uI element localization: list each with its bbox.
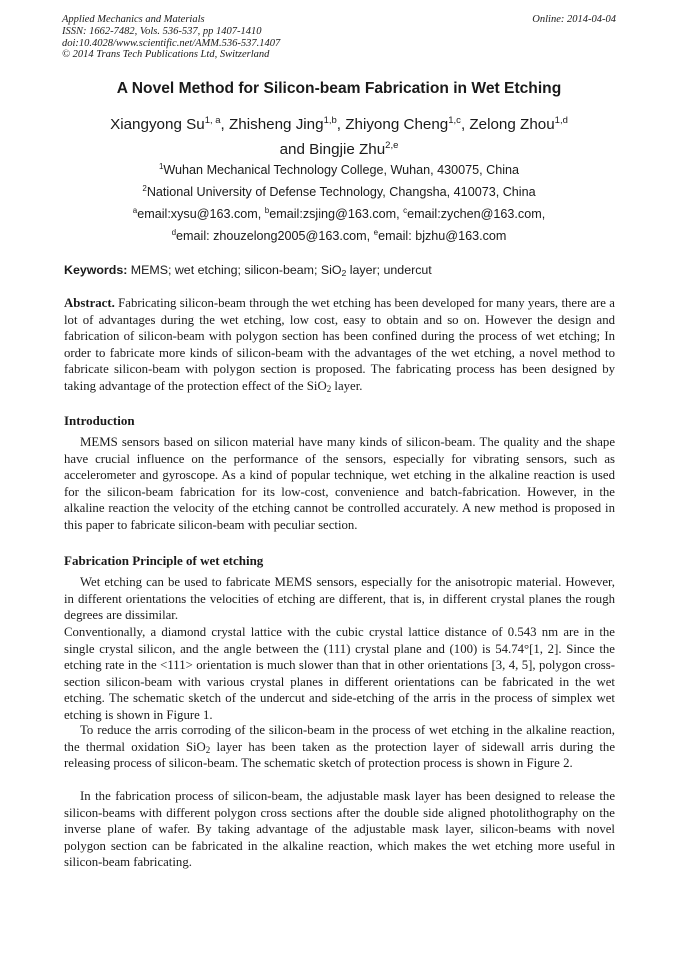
author-affiliation-mark: 1,c (448, 115, 461, 126)
author-line-1 (40, 113, 638, 138)
email-address: email: zhouzelong2005@163.com, (176, 229, 374, 243)
affiliation-mark: 1 (158, 162, 164, 171)
affiliation-text: Wuhan Mechanical Technology College, Wuhan, 430075, China (163, 163, 520, 177)
email-mark: a (132, 206, 138, 215)
abstract-label: Abstract. (64, 296, 115, 310)
keywords-label: Keywords: (64, 263, 128, 277)
author-separator: , (336, 116, 346, 133)
section-heading-fabrication: Fabrication Principle of wet etching (64, 553, 264, 568)
email-address: email:zychen@163.com, (407, 207, 546, 221)
author-list (40, 113, 638, 162)
keywords-text: MEMS; wet etching; silicon-beam; SiO (127, 263, 342, 277)
author-name: Zhisheng Jing (229, 116, 324, 133)
affiliation-1 (40, 163, 638, 178)
affiliation-mark: 2 (142, 184, 147, 193)
paragraph: MEMS sensors based on silicon material have many kinds of silicon-beam. The quality and the shape have crucial influence on the performance of the sensors, especially for vibrating sensors, such as accelerometer and gyroscope. As a kind of popular technique, wet etching in the alkaline reaction is used for the silicon-beam fabrication for its low-cost, convenience and batch-fabrication. However, in the alkaline reaction the velocity of the etching cannot be controlled accurately. A new method is proposed in this paper to fabricate silicon-beam with peculiar section. (64, 435, 615, 532)
keywords (64, 263, 620, 277)
subscript: 2 (341, 268, 347, 278)
paragraph-text: To reduce the arris corroding of the silicon-beam in the process of wet etching in the alkaline reaction, the thermal oxidation SiO (64, 723, 615, 754)
email-mark: e (373, 228, 379, 237)
email-line-1 (40, 207, 638, 222)
paragraph: Wet etching can be used to fabricate MEMS sensors, especially for the anisotropic material. However, in different orientations the velocities of etching are different, that is, in different crystal planes the rough degrees are dissimilar. (64, 575, 615, 623)
author-name: and Bingjie Zhu (279, 140, 386, 158)
paragraph: In the fabrication process of silicon-beam, the adjustable mask layer has been designed to release the silicon-beams with different polygon cross sections after the double side aligned photolithography on the inverse plane of wafer. By taking advantage of the adjustable mask layer, silicon-beams with novel polygon section can be fabricated in the alkaline reaction, which makes the wet etching more useful in silicon-beam fabricating. (64, 789, 615, 870)
author-name: Xiangyong Su (110, 116, 205, 133)
keywords-text: layer; undercut (346, 263, 432, 277)
email-mark: b (264, 206, 270, 215)
author-name: Zhiyong Cheng (345, 116, 449, 133)
subscript: 2 (205, 744, 211, 755)
paper-title: A Novel Method for Silicon-beam Fabrication in Wet Etching (116, 80, 562, 97)
author-separator: , (460, 116, 470, 133)
journal-header (62, 14, 616, 61)
paragraph-text: layer has been taken as the protection layer of sidewall arris during the releasing process of silicon-beam. The schematic sketch of protection process is shown in Figure 2. (64, 739, 615, 771)
author-affiliation-mark: 2,e (385, 139, 399, 151)
author-separator: , (220, 116, 229, 133)
journal-doi: doi:10.4028/www.scientific.net/AMM.536-537.1407 (62, 37, 281, 49)
author-affiliation-mark: 1,d (554, 115, 568, 126)
journal-issn: ISSN: 1662-7482, Vols. 536-537, pp 1407-1410 (62, 25, 262, 37)
abstract-text: layer. (331, 378, 363, 393)
email-line-2 (40, 229, 638, 244)
affiliation-text: National University of Defense Technology, Changsha, 410073, China (146, 185, 536, 199)
online-date: Online: 2014-04-04 (532, 14, 616, 25)
paragraph (64, 722, 615, 772)
email-mark: c (403, 206, 408, 215)
section-heading-introduction: Introduction (64, 413, 135, 428)
email-address: email:xysu@163.com, (137, 207, 265, 221)
journal-name: Applied Mechanics and Materials (62, 14, 205, 25)
paragraph: Conventionally, a diamond crystal lattice with the cubic crystal lattice distance of 0.543 nm are in the single crystal silicon, and the angle between the (111) crystal plane and (100) is 54.74°[1, 2]. Since the etching rate in the <111> orientation is much slower than that in other orientations [3, 4, 5], polygon cross-section silicon-beam with various crystal planes in different orientations can be fabricated in the wet etching. The schematic sketch of the undercut and side-etching of the arris in the process of simplex wet etching is shown in Figure 1. (64, 625, 615, 722)
author-line-2 (40, 138, 638, 163)
abstract-text: Fabricating silicon-beam through the wet etching has been developed for many years, there are a lot of advantages during the wet etching, low cost, easy to obtain and so on. However the design and fabrication of silicon-beam with polygon section has been confined during the process of wet etching; In order to fabricate more kinds of silicon-beam with the advantages of the wet etching, a novel method to fabricate silicon-beam with polygon section is proposed. The fabricating process has been designed by taking advantage of the protection effect of the SiO (64, 296, 615, 393)
author-affiliation-mark: 1, a (204, 115, 221, 126)
email-mark: d (171, 228, 177, 237)
email-address: email: bjzhu@163.com (378, 229, 507, 243)
subscript: 2 (326, 383, 332, 394)
author-affiliation-mark: 1,b (323, 115, 337, 126)
author-name: Zelong Zhou (469, 116, 555, 133)
email-address: email:zsjing@163.com, (269, 207, 404, 221)
abstract (64, 295, 615, 395)
affiliation-2 (40, 185, 638, 200)
journal-copyright: © 2014 Trans Tech Publications Ltd, Switzerland (62, 49, 270, 61)
